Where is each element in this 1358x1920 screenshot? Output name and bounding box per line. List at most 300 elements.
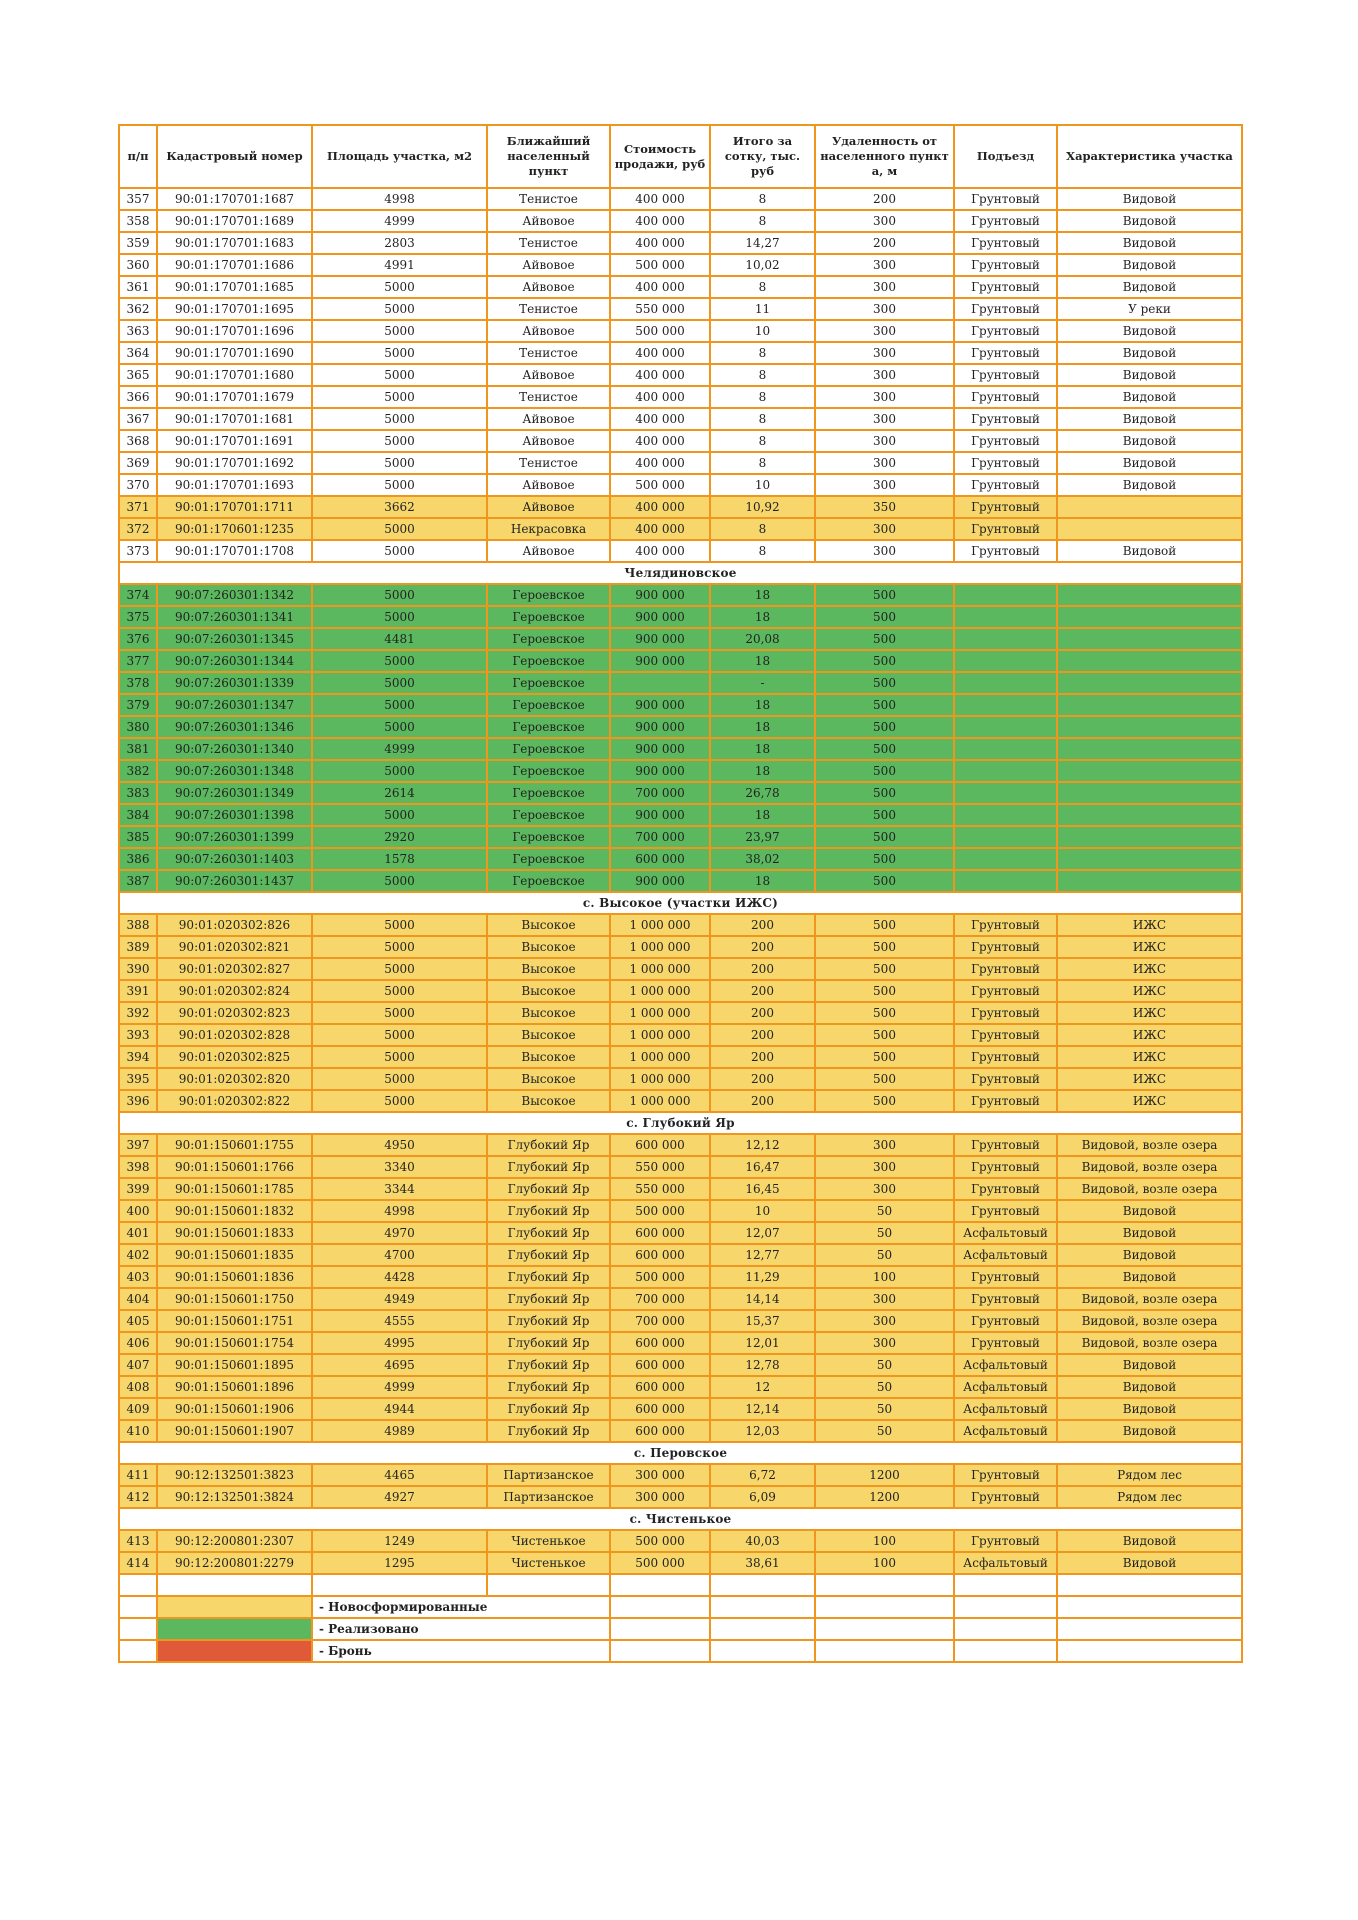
cell-access: Грунтовый — [954, 320, 1057, 342]
table-row — [119, 1552, 1242, 1574]
cell-feature: Видовой — [1057, 1376, 1242, 1398]
section-title: с. Чистенькое — [119, 1508, 1242, 1530]
cell-price: 1 000 000 — [610, 1068, 710, 1090]
cell-price: 500 000 — [610, 254, 710, 276]
table-row — [119, 1178, 1242, 1200]
cell-cadastral: 90:01:020302:826 — [157, 914, 312, 936]
cell-settlement: Тенистое — [487, 232, 610, 254]
cell-access: Асфальтовый — [954, 1398, 1057, 1420]
cell-feature: Видовой — [1057, 364, 1242, 386]
table-row — [119, 474, 1242, 496]
legend-blank-cell — [1057, 1596, 1242, 1618]
table-row — [119, 254, 1242, 276]
cell-distance: 1200 — [815, 1486, 954, 1508]
cell-settlement: Тенистое — [487, 188, 610, 210]
cell-access: Грунтовый — [954, 980, 1057, 1002]
cell-per-sotka: 8 — [710, 342, 815, 364]
cell-per-sotka: 10 — [710, 474, 815, 496]
cell-area: 5000 — [312, 958, 487, 980]
cell-distance: 500 — [815, 760, 954, 782]
cell-cadastral: 90:07:260301:1346 — [157, 716, 312, 738]
cell-cadastral: 90:01:170701:1691 — [157, 430, 312, 452]
cell-settlement: Высокое — [487, 1046, 610, 1068]
cell-num: 370 — [119, 474, 157, 496]
table-row — [119, 1024, 1242, 1046]
cell-cadastral: 90:01:170701:1689 — [157, 210, 312, 232]
cell-num: 394 — [119, 1046, 157, 1068]
cell-num: 384 — [119, 804, 157, 826]
cell-num: 363 — [119, 320, 157, 342]
cell-area: 5000 — [312, 584, 487, 606]
cell-distance: 500 — [815, 782, 954, 804]
cell-settlement: Глубокий Яр — [487, 1200, 610, 1222]
cell-num: 388 — [119, 914, 157, 936]
cell-access: Грунтовый — [954, 474, 1057, 496]
cell-per-sotka: 10,02 — [710, 254, 815, 276]
cell-per-sotka: 200 — [710, 1024, 815, 1046]
cell-cadastral: 90:01:020302:821 — [157, 936, 312, 958]
cell-price: 400 000 — [610, 430, 710, 452]
cell-num: 413 — [119, 1530, 157, 1552]
cell-price: 900 000 — [610, 650, 710, 672]
cell-num: 373 — [119, 540, 157, 562]
cell-cadastral: 90:01:170701:1679 — [157, 386, 312, 408]
cell-access: Грунтовый — [954, 1288, 1057, 1310]
table-row — [119, 1288, 1242, 1310]
cell-distance: 500 — [815, 1046, 954, 1068]
cell-settlement: Тенистое — [487, 342, 610, 364]
cell-settlement: Глубокий Яр — [487, 1244, 610, 1266]
cell-area: 4949 — [312, 1288, 487, 1310]
cell-num: 389 — [119, 936, 157, 958]
cell-settlement: Героевское — [487, 848, 610, 870]
cell-area: 5000 — [312, 452, 487, 474]
table-row — [119, 738, 1242, 760]
cell-feature: Видовой — [1057, 342, 1242, 364]
cell-settlement: Партизанское — [487, 1464, 610, 1486]
legend-label: - Новосформированные — [312, 1596, 610, 1618]
cell-settlement: Героевское — [487, 870, 610, 892]
table-row — [119, 1310, 1242, 1332]
legend-blank-cell — [815, 1618, 954, 1640]
cell-access — [954, 606, 1057, 628]
cell-cadastral: 90:01:020302:823 — [157, 1002, 312, 1024]
cell-settlement: Высокое — [487, 1090, 610, 1112]
cell-price: 400 000 — [610, 452, 710, 474]
cell-per-sotka: 200 — [710, 914, 815, 936]
cell-feature: Видовой, возле озера — [1057, 1134, 1242, 1156]
cell-cadastral: 90:01:150601:1785 — [157, 1178, 312, 1200]
cell-area: 2920 — [312, 826, 487, 848]
table-row — [119, 936, 1242, 958]
cell-num: 393 — [119, 1024, 157, 1046]
cell-cadastral: 90:07:260301:1348 — [157, 760, 312, 782]
cell-cadastral: 90:01:020302:824 — [157, 980, 312, 1002]
table-row — [119, 628, 1242, 650]
cell-price: 600 000 — [610, 1332, 710, 1354]
table-row — [119, 606, 1242, 628]
cell-feature: ИЖС — [1057, 1024, 1242, 1046]
cell-feature: ИЖС — [1057, 1068, 1242, 1090]
cell-settlement: Героевское — [487, 694, 610, 716]
cell-settlement: Героевское — [487, 650, 610, 672]
cell-area: 5000 — [312, 1002, 487, 1024]
cell-per-sotka: 200 — [710, 980, 815, 1002]
cell-area: 4555 — [312, 1310, 487, 1332]
blank-cell — [1057, 1574, 1242, 1596]
cell-per-sotka: 200 — [710, 1002, 815, 1024]
cell-price: 1 000 000 — [610, 936, 710, 958]
cell-access: Грунтовый — [954, 958, 1057, 980]
cell-area: 5000 — [312, 430, 487, 452]
cell-access: Грунтовый — [954, 1024, 1057, 1046]
table-row — [119, 1090, 1242, 1112]
cell-price: 600 000 — [610, 848, 710, 870]
cell-area: 5000 — [312, 650, 487, 672]
table-row — [119, 650, 1242, 672]
cell-access: Грунтовый — [954, 430, 1057, 452]
cell-area: 5000 — [312, 760, 487, 782]
header-settlement: Ближайший населенный пункт — [487, 125, 610, 188]
cell-cadastral: 90:01:150601:1907 — [157, 1420, 312, 1442]
cell-distance: 500 — [815, 914, 954, 936]
cell-access — [954, 738, 1057, 760]
cell-num: 372 — [119, 518, 157, 540]
cell-cadastral: 90:01:170701:1695 — [157, 298, 312, 320]
cell-settlement: Высокое — [487, 1002, 610, 1024]
table-row — [119, 1376, 1242, 1398]
cell-access: Грунтовый — [954, 496, 1057, 518]
cell-price: 700 000 — [610, 1310, 710, 1332]
cell-per-sotka: 10 — [710, 1200, 815, 1222]
cell-cadastral: 90:07:260301:1437 — [157, 870, 312, 892]
cell-num: 399 — [119, 1178, 157, 1200]
table-row — [119, 694, 1242, 716]
cell-feature: ИЖС — [1057, 1002, 1242, 1024]
cell-per-sotka: 12,77 — [710, 1244, 815, 1266]
header-per-sotka: Итого за сотку, тыс. руб — [710, 125, 815, 188]
cell-access: Грунтовый — [954, 1068, 1057, 1090]
cell-access: Грунтовый — [954, 298, 1057, 320]
cell-per-sotka: 12,78 — [710, 1354, 815, 1376]
cell-cadastral: 90:01:020302:822 — [157, 1090, 312, 1112]
cell-feature: ИЖС — [1057, 1046, 1242, 1068]
cell-distance: 50 — [815, 1376, 954, 1398]
blank-cell — [119, 1574, 157, 1596]
cell-price: 400 000 — [610, 496, 710, 518]
cell-per-sotka: 18 — [710, 738, 815, 760]
cell-num: 404 — [119, 1288, 157, 1310]
cell-feature — [1057, 848, 1242, 870]
table-row — [119, 342, 1242, 364]
cell-area: 2614 — [312, 782, 487, 804]
cell-per-sotka: 8 — [710, 210, 815, 232]
header-feature: Характеристика участка — [1057, 125, 1242, 188]
cell-area: 4465 — [312, 1464, 487, 1486]
legend-blank-cell — [1057, 1618, 1242, 1640]
cell-access: Грунтовый — [954, 232, 1057, 254]
legend-blank-cell — [815, 1596, 954, 1618]
cell-feature — [1057, 760, 1242, 782]
table-row — [119, 1354, 1242, 1376]
table-row — [119, 1200, 1242, 1222]
cell-cadastral: 90:01:170701:1696 — [157, 320, 312, 342]
cell-access — [954, 848, 1057, 870]
cell-price: 300 000 — [610, 1464, 710, 1486]
cell-price: 400 000 — [610, 408, 710, 430]
blank-cell — [157, 1574, 312, 1596]
cell-per-sotka: 8 — [710, 518, 815, 540]
section-header-row — [119, 1442, 1242, 1464]
cell-num: 366 — [119, 386, 157, 408]
cell-feature — [1057, 584, 1242, 606]
table-row — [119, 210, 1242, 232]
cell-per-sotka: 18 — [710, 584, 815, 606]
cell-settlement: Айвовое — [487, 540, 610, 562]
legend-blank-cell — [610, 1618, 710, 1640]
cell-per-sotka: 200 — [710, 1046, 815, 1068]
cell-settlement: Героевское — [487, 606, 610, 628]
blank-row — [119, 1574, 1242, 1596]
cell-feature: Видовой — [1057, 320, 1242, 342]
cell-access: Асфальтовый — [954, 1376, 1057, 1398]
legend-blank-cell — [710, 1596, 815, 1618]
table-row — [119, 386, 1242, 408]
section-title: с. Высокое (участки ИЖС) — [119, 892, 1242, 914]
blank-cell — [487, 1574, 610, 1596]
cell-feature: Видовой — [1057, 1420, 1242, 1442]
blank-cell — [710, 1574, 815, 1596]
cell-num: 357 — [119, 188, 157, 210]
cell-cadastral: 90:12:200801:2279 — [157, 1552, 312, 1574]
cell-per-sotka: 12,14 — [710, 1398, 815, 1420]
cell-distance: 500 — [815, 606, 954, 628]
cell-feature: Видовой — [1057, 254, 1242, 276]
cell-cadastral: 90:12:132501:3823 — [157, 1464, 312, 1486]
cell-distance: 500 — [815, 650, 954, 672]
cell-feature — [1057, 782, 1242, 804]
cell-settlement: Айвовое — [487, 430, 610, 452]
legend-blank-cell — [710, 1640, 815, 1662]
cell-cadastral: 90:07:260301:1345 — [157, 628, 312, 650]
cell-distance: 300 — [815, 452, 954, 474]
cell-feature: Видовой, возле озера — [1057, 1288, 1242, 1310]
cell-access — [954, 584, 1057, 606]
cell-per-sotka: 40,03 — [710, 1530, 815, 1552]
cell-access: Асфальтовый — [954, 1354, 1057, 1376]
cell-price: 400 000 — [610, 518, 710, 540]
cell-price: 900 000 — [610, 606, 710, 628]
cell-price: 400 000 — [610, 364, 710, 386]
cell-distance: 300 — [815, 298, 954, 320]
cell-distance: 300 — [815, 342, 954, 364]
cell-price: 400 000 — [610, 210, 710, 232]
cell-cadastral: 90:01:150601:1754 — [157, 1332, 312, 1354]
cell-distance: 200 — [815, 232, 954, 254]
header-distance: Удаленность от населенного пункт а, м — [815, 125, 954, 188]
legend-row — [119, 1640, 1242, 1662]
table-row — [119, 826, 1242, 848]
table-row — [119, 1398, 1242, 1420]
cell-access: Грунтовый — [954, 1002, 1057, 1024]
cell-distance: 300 — [815, 1288, 954, 1310]
cell-access — [954, 650, 1057, 672]
cell-distance: 300 — [815, 254, 954, 276]
header-area: Площадь участка, м2 — [312, 125, 487, 188]
cell-access — [954, 826, 1057, 848]
cell-price: 550 000 — [610, 1178, 710, 1200]
cell-num: 411 — [119, 1464, 157, 1486]
cell-access: Грунтовый — [954, 1046, 1057, 1068]
cell-num: 396 — [119, 1090, 157, 1112]
cell-per-sotka: 200 — [710, 1068, 815, 1090]
cell-area: 4970 — [312, 1222, 487, 1244]
cell-area: 5000 — [312, 298, 487, 320]
cell-access — [954, 782, 1057, 804]
cell-per-sotka: 8 — [710, 364, 815, 386]
cell-cadastral: 90:01:170701:1680 — [157, 364, 312, 386]
cell-per-sotka: 15,37 — [710, 1310, 815, 1332]
cell-feature — [1057, 672, 1242, 694]
cell-price: 300 000 — [610, 1486, 710, 1508]
table-row — [119, 1464, 1242, 1486]
cell-access: Грунтовый — [954, 1134, 1057, 1156]
cell-access: Грунтовый — [954, 386, 1057, 408]
cell-num: 414 — [119, 1552, 157, 1574]
cell-settlement: Айвовое — [487, 254, 610, 276]
cell-feature: ИЖС — [1057, 914, 1242, 936]
cell-num: 369 — [119, 452, 157, 474]
cell-access: Грунтовый — [954, 1464, 1057, 1486]
blank-cell — [312, 1574, 487, 1596]
cell-area: 5000 — [312, 342, 487, 364]
cell-cadastral: 90:01:170701:1692 — [157, 452, 312, 474]
cell-distance: 300 — [815, 408, 954, 430]
cell-distance: 50 — [815, 1244, 954, 1266]
cell-settlement: Героевское — [487, 716, 610, 738]
cell-settlement: Глубокий Яр — [487, 1222, 610, 1244]
cell-feature — [1057, 870, 1242, 892]
cell-price: 400 000 — [610, 232, 710, 254]
cell-num: 409 — [119, 1398, 157, 1420]
cell-distance: 500 — [815, 1024, 954, 1046]
cell-num: 402 — [119, 1244, 157, 1266]
cell-price: 1 000 000 — [610, 1024, 710, 1046]
cell-distance: 300 — [815, 1134, 954, 1156]
cell-area: 4695 — [312, 1354, 487, 1376]
table-row — [119, 276, 1242, 298]
cell-area: 5000 — [312, 1046, 487, 1068]
cell-area: 5000 — [312, 276, 487, 298]
cell-access — [954, 694, 1057, 716]
cell-per-sotka: 8 — [710, 276, 815, 298]
cell-area: 4998 — [312, 188, 487, 210]
cell-feature — [1057, 628, 1242, 650]
cell-access — [954, 870, 1057, 892]
cell-distance: 500 — [815, 958, 954, 980]
cell-feature: Видовой — [1057, 210, 1242, 232]
section-header-row — [119, 1508, 1242, 1530]
cell-settlement: Айвовое — [487, 320, 610, 342]
cell-settlement: Глубокий Яр — [487, 1134, 610, 1156]
cell-num: 361 — [119, 276, 157, 298]
cell-area: 5000 — [312, 804, 487, 826]
table-row — [119, 452, 1242, 474]
table-row — [119, 1244, 1242, 1266]
cell-distance: 50 — [815, 1200, 954, 1222]
cell-feature — [1057, 496, 1242, 518]
cell-price: 600 000 — [610, 1376, 710, 1398]
cell-per-sotka: 8 — [710, 188, 815, 210]
cell-num: 360 — [119, 254, 157, 276]
cell-access: Грунтовый — [954, 1090, 1057, 1112]
table-row — [119, 232, 1242, 254]
cell-per-sotka: 10 — [710, 320, 815, 342]
table-row — [119, 320, 1242, 342]
cell-distance: 1200 — [815, 1464, 954, 1486]
cell-area: 2803 — [312, 232, 487, 254]
table-row — [119, 1046, 1242, 1068]
cell-distance: 500 — [815, 1090, 954, 1112]
cell-area: 5000 — [312, 540, 487, 562]
cell-access: Грунтовый — [954, 1310, 1057, 1332]
cell-per-sotka: 11,29 — [710, 1266, 815, 1288]
cell-cadastral: 90:07:260301:1342 — [157, 584, 312, 606]
cell-cadastral: 90:01:150601:1896 — [157, 1376, 312, 1398]
cell-distance: 300 — [815, 1178, 954, 1200]
cell-feature — [1057, 826, 1242, 848]
cell-settlement: Айвовое — [487, 474, 610, 496]
cell-price: 900 000 — [610, 760, 710, 782]
cell-access: Асфальтовый — [954, 1222, 1057, 1244]
cell-area: 3340 — [312, 1156, 487, 1178]
cell-distance: 300 — [815, 540, 954, 562]
cell-area: 5000 — [312, 1024, 487, 1046]
cell-price: 900 000 — [610, 716, 710, 738]
table-row — [119, 584, 1242, 606]
cell-feature: Видовой — [1057, 1552, 1242, 1574]
cell-feature: Видовой — [1057, 452, 1242, 474]
cell-settlement: Айвовое — [487, 408, 610, 430]
table-row — [119, 1420, 1242, 1442]
cell-settlement: Айвовое — [487, 276, 610, 298]
cell-price: 400 000 — [610, 188, 710, 210]
cell-num: 412 — [119, 1486, 157, 1508]
cell-settlement: Некрасовка — [487, 518, 610, 540]
cell-access: Грунтовый — [954, 342, 1057, 364]
cell-num: 377 — [119, 650, 157, 672]
cell-area: 5000 — [312, 672, 487, 694]
legend-blank-cell — [610, 1640, 710, 1662]
cell-price: 700 000 — [610, 782, 710, 804]
cell-num: 406 — [119, 1332, 157, 1354]
cell-cadastral: 90:01:020302:827 — [157, 958, 312, 980]
cell-per-sotka: 8 — [710, 408, 815, 430]
cell-access: Грунтовый — [954, 1332, 1057, 1354]
cell-num: 385 — [119, 826, 157, 848]
cell-feature: ИЖС — [1057, 936, 1242, 958]
cell-price: 400 000 — [610, 386, 710, 408]
cell-settlement: Глубокий Яр — [487, 1376, 610, 1398]
cell-area: 4995 — [312, 1332, 487, 1354]
cell-num: 368 — [119, 430, 157, 452]
cell-feature: Видовой — [1057, 1530, 1242, 1552]
blank-cell — [954, 1574, 1057, 1596]
table-row — [119, 364, 1242, 386]
section-header-row — [119, 892, 1242, 914]
cell-num: 390 — [119, 958, 157, 980]
cell-cadastral: 90:01:170701:1711 — [157, 496, 312, 518]
